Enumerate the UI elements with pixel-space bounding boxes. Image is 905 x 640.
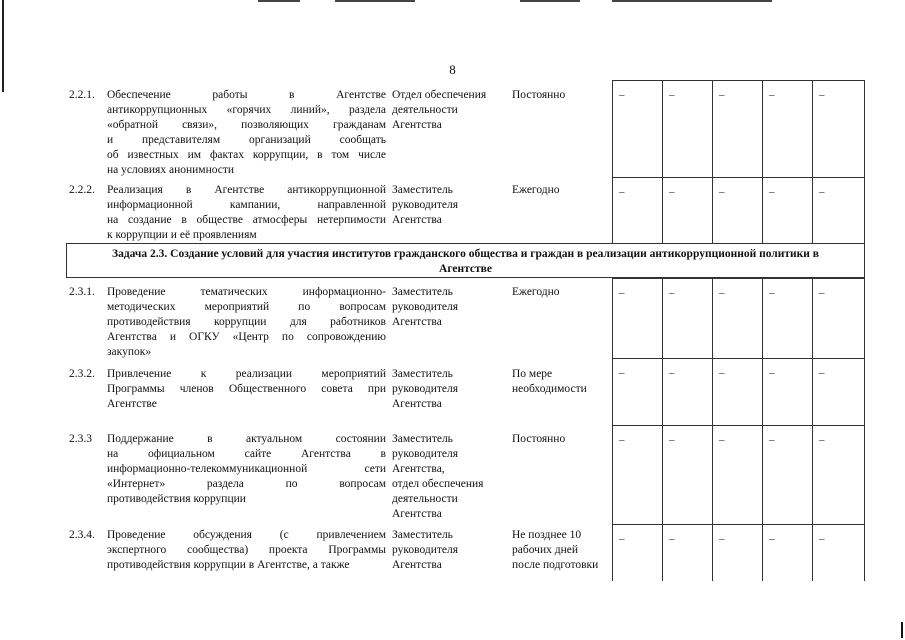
description-line: закупок» [107, 346, 152, 358]
description-line: «Интернет» раздела по вопросам [107, 478, 386, 490]
description-line: противодействия коррупции в Агентстве, а также [107, 559, 350, 571]
funding-grid [612, 425, 865, 525]
funding-cell: – [762, 178, 812, 244]
description-line: Обеспечение работы в Агентстве [107, 89, 386, 101]
responsible-line: руководителя [392, 544, 459, 556]
description-line: методических мероприятий по вопросам [107, 301, 386, 313]
funding-cell: – [712, 525, 762, 581]
funding-cell: – [812, 279, 865, 359]
description-line: на создание в обществе атмосферы нетерпимости [107, 214, 386, 226]
responsible-line: Заместитель [392, 286, 453, 298]
funding-cell: – [712, 81, 762, 178]
description-line: Агентства и ОГКУ «Центр по сопровождению [107, 331, 386, 343]
responsible-line: руководителя [392, 383, 459, 395]
description-line: на официальном сайте Агентства в [107, 448, 386, 460]
description-line: на условиях анонимности [107, 164, 235, 176]
funding-cell: – [662, 81, 712, 178]
responsible-line: Заместитель [392, 433, 453, 445]
responsible-line: Агентства [392, 398, 442, 410]
description-line: информационной кампании, направленной [107, 199, 386, 211]
responsible-line: руководителя [392, 448, 459, 460]
deadline-line: Ежегодно [512, 286, 560, 298]
scan-corner-mark [901, 622, 903, 638]
funding-cell: – [612, 279, 662, 359]
deadline [512, 367, 610, 397]
funding-cell: – [812, 525, 865, 581]
deadline-line: Постоянно [512, 433, 566, 445]
funding-cell: – [812, 359, 865, 426]
item-number: 2.3.1. [69, 286, 95, 298]
description-line: Проведение тематических информационно- [107, 286, 386, 298]
description-line: Проведение обсуждения (с привлечением [107, 529, 386, 541]
scan-top-mark [335, 0, 415, 2]
description-line: к коррупции и её проявлениям [107, 229, 257, 241]
funding-cell: – [762, 359, 812, 426]
item-description [107, 528, 386, 573]
description-line: Поддержание в актуальном состоянии [107, 433, 386, 445]
funding-cell: – [762, 426, 812, 525]
task-heading-line: Агентстве [439, 263, 492, 275]
funding-cell: – [762, 81, 812, 178]
responsible-line: Агентства [392, 508, 442, 520]
deadline [512, 88, 610, 103]
funding-cell: – [812, 426, 865, 525]
scan-top-mark [612, 0, 772, 2]
description-line: антикоррупционных «горячих линий», раздела [107, 104, 386, 116]
item-number: 2.3.2. [69, 368, 95, 380]
item-description [107, 88, 386, 178]
responsible-party [392, 432, 504, 522]
deadline [512, 183, 610, 198]
deadline [512, 432, 610, 447]
funding-cell: – [712, 359, 762, 426]
funding-cell: – [662, 359, 712, 426]
description-line: противодействия коррупции [107, 493, 246, 505]
funding-cell: – [662, 178, 712, 244]
responsible-line: Агентства [392, 119, 442, 131]
item-description [107, 432, 386, 507]
responsible-line: деятельности [392, 104, 458, 116]
funding-cell: – [712, 279, 762, 359]
description-line: Реализация в Агентстве антикоррупционной [107, 184, 386, 196]
responsible-party [392, 183, 504, 228]
funding-cell: – [612, 178, 662, 244]
item-description [107, 183, 386, 243]
deadline-line: после подготовки [512, 559, 599, 571]
deadline [512, 528, 610, 573]
funding-grid [612, 278, 865, 359]
deadline-line: По мере [512, 368, 553, 380]
funding-grid [612, 177, 865, 244]
funding-cell: – [712, 178, 762, 244]
description-line: и представителям организаций сообщать [107, 134, 386, 146]
responsible-line: Заместитель [392, 529, 453, 541]
description-line: Программы членов Общественного совета при [107, 383, 386, 395]
deadline-line: рабочих дней [512, 544, 578, 556]
funding-cell: – [612, 81, 662, 178]
scan-edge-mark [2, 0, 4, 92]
item-description [107, 367, 386, 412]
responsible-line: Агентства [392, 316, 442, 328]
page-number: 8 [449, 62, 456, 77]
scan-top-mark [258, 0, 300, 2]
description-line: Привлечение к реализации мероприятий [107, 368, 386, 380]
responsible-line: руководителя [392, 199, 459, 211]
deadline-line: Ежегодно [512, 184, 560, 196]
item-number: 2.3.3 [69, 433, 92, 445]
funding-grid [612, 524, 865, 581]
responsible-party [392, 285, 504, 330]
responsible-line: Заместитель [392, 184, 453, 196]
funding-cell: – [812, 178, 865, 244]
description-line: экспертного сообщества) проекта Программы [107, 544, 386, 556]
item-number: 2.2.1. [69, 89, 95, 101]
description-line: об известных им фактах коррупции, в том числе [107, 149, 386, 161]
responsible-line: Отдел обеспечения [392, 89, 487, 101]
funding-cell: – [712, 426, 762, 525]
funding-grid [612, 358, 865, 426]
task-heading-line: Задача 2.3. Создание условий для участия институтов гражданского общества и граждан в реализации антикоррупционной политики в [112, 248, 819, 260]
funding-cell: – [762, 525, 812, 581]
deadline-line: Постоянно [512, 89, 566, 101]
responsible-line: Агентства [392, 214, 442, 226]
deadline [512, 285, 610, 300]
task-heading [66, 243, 865, 278]
description-line: «обратной связи», позволяющих гражданам [107, 119, 386, 131]
funding-cell: – [612, 525, 662, 581]
responsible-line: Агентства [392, 559, 442, 571]
responsible-line: Агентства, [392, 463, 445, 475]
item-number: 2.3.4. [69, 529, 95, 541]
responsible-party [392, 367, 504, 412]
responsible-line: руководителя [392, 301, 459, 313]
deadline-line: необходимости [512, 383, 587, 395]
responsible-party [392, 88, 504, 133]
funding-cell: – [612, 359, 662, 426]
item-number: 2.2.2. [69, 184, 95, 196]
description-line: Агентстве [107, 398, 157, 410]
responsible-party [392, 528, 504, 573]
responsible-line: отдел обеспечения [392, 478, 484, 490]
description-line: информационно-телекоммуникационной сети [107, 463, 386, 475]
scan-top-mark [520, 0, 580, 2]
funding-cell: – [662, 426, 712, 525]
funding-grid [612, 80, 865, 178]
responsible-line: деятельности [392, 493, 458, 505]
funding-cell: – [812, 81, 865, 178]
deadline-line: Не позднее 10 [512, 529, 582, 541]
item-description [107, 285, 386, 360]
funding-cell: – [612, 426, 662, 525]
funding-cell: – [662, 279, 712, 359]
funding-cell: – [762, 279, 812, 359]
funding-cell: – [662, 525, 712, 581]
description-line: противодействия коррупции для работников [107, 316, 386, 328]
responsible-line: Заместитель [392, 368, 453, 380]
